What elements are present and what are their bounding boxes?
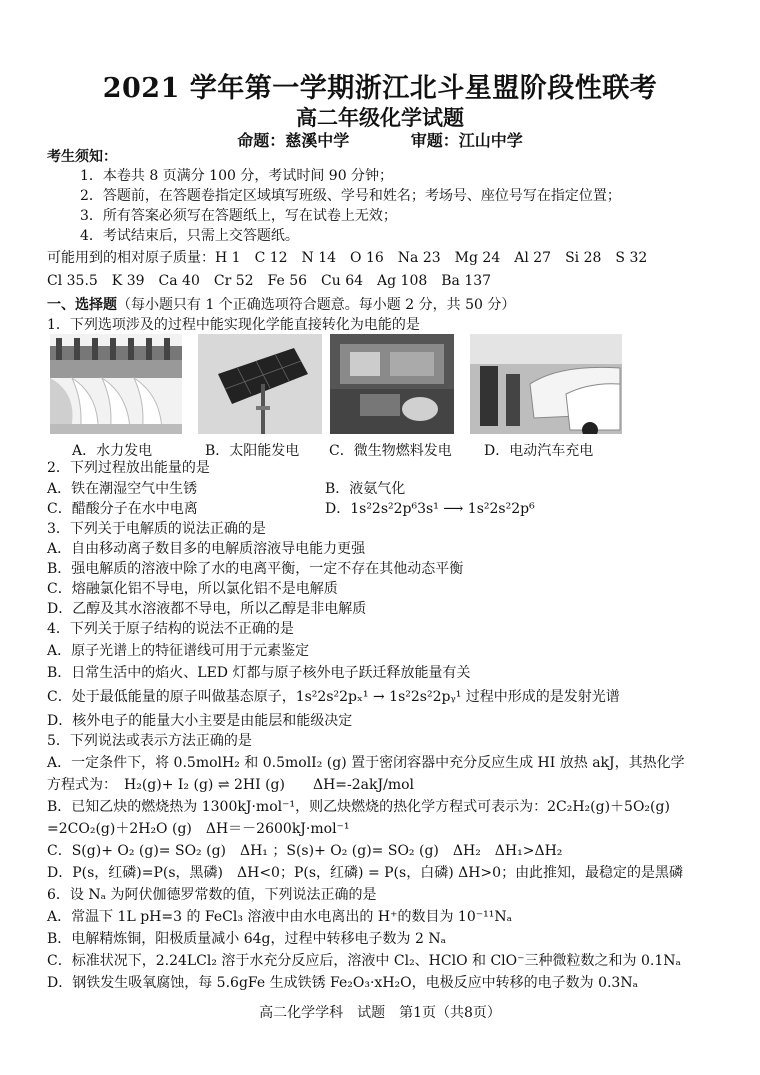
atomic-masses-line2: Cl 35.5 K 39 Ca 40 Cr 52 Fe 56 Cu 64 Ag 108 Ba 137 — [47, 273, 492, 289]
option-a: A．常温下 1L pH=3 的 FeCl₃ 溶液中由水电离出的 H⁺的数目为 10⁻¹¹Nₐ — [47, 909, 512, 925]
option-d: D．电动汽车充电 — [484, 443, 594, 459]
question-5-line: B．已知乙炔的燃烧热为 1300kJ·mol⁻¹，则乙炔燃烧的热化学方程式可表示为：2C₂H₂(g)＋5O₂(g) — [47, 799, 670, 815]
option-c: C．标准状况下，2.24LCl₂ 溶于水充分反应后，溶液中 Cl₂、HClO 和 ClO⁻三种微粒数之和为 0.1Nₐ — [47, 953, 681, 969]
option-a: A．原子光谱上的特征谱线可用于元素鉴定 — [47, 643, 310, 659]
question-4-stem: 4．下列关于原子结构的说法不正确的是 — [47, 621, 294, 637]
question-5-line: D．P(s，红磷)=P(s，黑磷) ΔH<0；P(s，红磷) = P(s，白磷) ΔH>0；由此推知，最稳定的是黑磷 — [47, 865, 684, 881]
option-c: C．微生物燃料发电 — [329, 443, 452, 459]
question-1-stem: 1．下列选项涉及的过程中能实现化学能直接转化为电能的是 — [47, 317, 420, 333]
option-d: D．钢铁发生吸氧腐蚀，每 5.6gFe 生成铁锈 Fe₂O₃·xH₂O，电极反应中转移的电子数为 0.3Nₐ — [47, 975, 638, 991]
question-1-images — [50, 334, 720, 434]
option-b: B．电解精炼铜，阳极质量减小 64g，过程中转移电子数为 2 Nₐ — [47, 931, 446, 947]
option-b: B．日常生活中的焰火、LED 灯都与原子核外电子跃迁释放能量有关 — [47, 665, 471, 681]
option-c: C．熔融氯化铝不导电，所以氯化铝不是电解质 — [47, 581, 338, 597]
option-d: D．乙醇及其水溶液都不导电，所以乙醇是非电解质 — [47, 601, 367, 617]
question-2-row1 — [47, 480, 730, 498]
option-d: D．核外电子的能量大小主要是由能层和能级决定 — [47, 713, 353, 729]
notice-item: 3．所有答案必须写在答题纸上，写在试卷上无效； — [80, 208, 397, 224]
option-c: C．处于最低能量的原子叫做基态原子，1s²2s²2pₓ¹ → 1s²2s²2pᵧ¹ 过程中形成的是发射光谱 — [47, 689, 620, 705]
microbial-fuel-cell-photo — [330, 334, 454, 434]
question-5-line: A．一定条件下，将 0.5molH₂ 和 0.5molI₂ (g) 置于密闭容器中充分反应生成 HI 放热 akJ，其热化学 — [47, 755, 685, 771]
section-note: （每小题只有 1 个正确选项符合题意。每小题 2 分，共 50 分） — [117, 297, 516, 313]
option-d: D．1s²2s²2p⁶3s¹ ⟶ 1s²2s²2p⁶ — [325, 501, 535, 517]
atomic-masses-line1: 可能用到的相对原子质量：H 1 C 12 N 14 O 16 Na 23 Mg 24 Al 27 Si 28 S 32 — [47, 250, 648, 266]
option-c: C．醋酸分子在水中电离 — [47, 501, 198, 517]
question-5-stem: 5．下列说法或表示方法正确的是 — [47, 733, 252, 749]
proposer: 命题：慈溪中学 — [237, 131, 350, 150]
notice-heading: 考生须知： — [47, 149, 117, 165]
notice-item: 4．考试结束后，只需上交答题纸。 — [80, 228, 299, 244]
option-a: A．自由移动离子数目多的电解质溶液导电能力更强 — [47, 541, 366, 557]
option-b: B．太阳能发电 — [205, 443, 300, 459]
reviewer: 审题：江山中学 — [410, 131, 523, 150]
question-3-stem: 3．下列关于电解质的说法正确的是 — [47, 521, 266, 537]
hydropower-dam-photo — [50, 334, 182, 434]
section-title: 一、选择题 — [47, 297, 117, 313]
option-b: B．强电解质的溶液中除了水的电离平衡，一定不存在其他动态平衡 — [47, 561, 464, 577]
option-a: A．铁在潮湿空气中生锈 — [47, 481, 198, 497]
option-b: B．液氨气化 — [325, 481, 406, 497]
notice-item: 1．本卷共 8 页满分 100 分，考试时间 90 分钟； — [80, 168, 394, 184]
question-5-line: =2CO₂(g)＋2H₂O (g) ΔH＝－2600kJ·mol⁻¹ — [47, 821, 350, 837]
page-footer: 高二化学学科 试题 第1页（共8页） — [259, 1005, 501, 1021]
solar-panel-photo — [198, 334, 322, 434]
question-5-line: 方程式为： H₂(g)+ I₂ (g) ⇌ 2HI (g) ΔH=-2akJ/mol — [47, 777, 415, 793]
question-5-line: C．S(g)+ O₂ (g)= SO₂ (g) ΔH₁ ；S(s)+ O₂ (g)= SO₂ (g) ΔH₂ ΔH₁>ΔH₂ — [47, 843, 563, 859]
question-2-row2 — [47, 500, 730, 518]
notice-item: 2．答题前，在答题卷指定区域填写班级、学号和姓名；考场号、座位号写在指定位置； — [80, 188, 621, 204]
question-6-stem: 6．设 Nₐ 为阿伏伽德罗常数的值，下列说法正确的是 — [47, 887, 377, 903]
section-heading — [47, 296, 730, 314]
ev-charging-photo — [470, 334, 622, 434]
option-a: A．水力发电 — [72, 443, 153, 459]
exam-title: 2021 学年第一学期浙江北斗星盟阶段性联考 — [102, 73, 658, 104]
question-2-stem: 2．下列过程放出能量的是 — [47, 460, 210, 476]
exam-subtitle: 高二年级化学试题 — [296, 106, 464, 130]
